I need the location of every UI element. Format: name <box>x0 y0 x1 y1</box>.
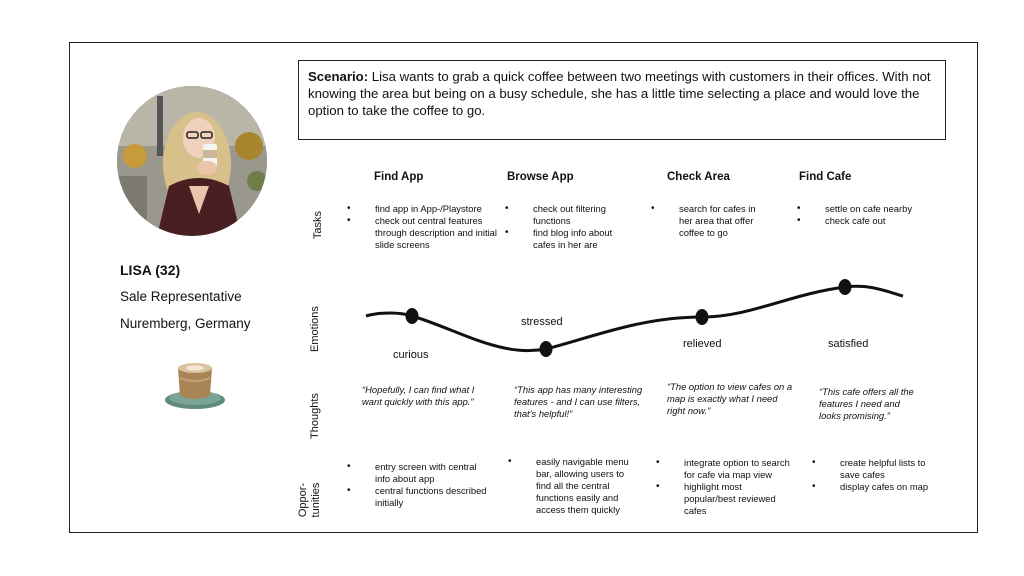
phase-title-browse-app: Browse App <box>507 171 574 183</box>
list-item: • create helpful lists to save cafes <box>812 457 942 481</box>
phase-title-find-app: Find App <box>374 171 424 183</box>
list-item: • check out filtering functions <box>505 203 625 227</box>
opportunities-list-browse-app <box>508 456 638 516</box>
emotion-label-stressed: stressed <box>521 316 563 328</box>
emotion-point-curious <box>406 308 419 324</box>
opportunities-list-find-cafe <box>812 457 942 493</box>
list-item: • display cafes on map <box>812 481 942 493</box>
emotion-label-curious: curious <box>393 349 429 361</box>
opportunities-list-find-app <box>347 461 487 509</box>
row-label-opportunities-line2: tunities <box>310 482 322 518</box>
row-label-thoughts: Thoughts <box>309 393 321 439</box>
list-item: • find app in App-/Playstore <box>347 203 497 215</box>
list-item: • integrate option to search for cafe via map view <box>656 457 791 481</box>
scenario-text: Lisa wants to grab a quick coffee between two meetings with customers in their offices. With not knowing the area but being on a busy schedule, she has a little time selecting a place and would love the option to take the coffee to go. <box>308 69 931 118</box>
row-label-emotions: Emotions <box>309 306 321 352</box>
emotion-point-relieved <box>696 309 709 325</box>
scenario-label: Scenario: <box>308 69 369 84</box>
emotion-curve-line <box>366 286 903 350</box>
emotion-point-stressed <box>540 341 553 357</box>
list-item: • easily navigable menu bar, allowing users to find all the central functions easily and access them quickly <box>508 456 638 516</box>
list-item: • check out central features through description and initial slide screens <box>347 215 497 251</box>
persona-location: Nuremberg, Germany <box>120 316 251 331</box>
thought-find-cafe: “This cafe offers all the features I need and looks promising.” <box>819 386 914 421</box>
list-item: • highlight most popular/best reviewed cafes <box>656 481 791 517</box>
phase-title-find-cafe: Find Cafe <box>799 171 852 183</box>
emotion-point-satisfied <box>839 279 852 295</box>
opportunities-list-check-area <box>656 457 791 517</box>
list-item: • entry screen with central info about app <box>347 461 487 485</box>
list-item: • search for cafes in her area that offer coffee to go <box>651 203 766 239</box>
thought-browse-app: “This app has many interesting features - and I can use filters, that’s helpful!” <box>514 384 643 419</box>
row-label-opportunities-line1: Oppor- <box>297 482 309 518</box>
list-item: • central functions described initially <box>347 485 487 509</box>
row-label-tasks: Tasks <box>312 210 324 240</box>
thought-check-area: “The option to view cafes on a map is exactly what I need right now.” <box>667 381 793 416</box>
persona-name: LISA (32) <box>120 262 181 278</box>
persona-role: Sale Representative <box>120 289 242 304</box>
thought-find-app: “Hopefully, I can find what I want quickly with this app.” <box>362 384 475 407</box>
list-item: • find blog info about cafes in her are <box>505 227 625 251</box>
emotion-label-satisfied: satisfied <box>828 338 869 350</box>
emotion-label-relieved: relieved <box>683 338 722 350</box>
list-item: • settle on cafe nearby <box>797 203 927 215</box>
list-item: • check cafe out <box>797 215 927 227</box>
phase-title-check-area: Check Area <box>667 171 730 183</box>
